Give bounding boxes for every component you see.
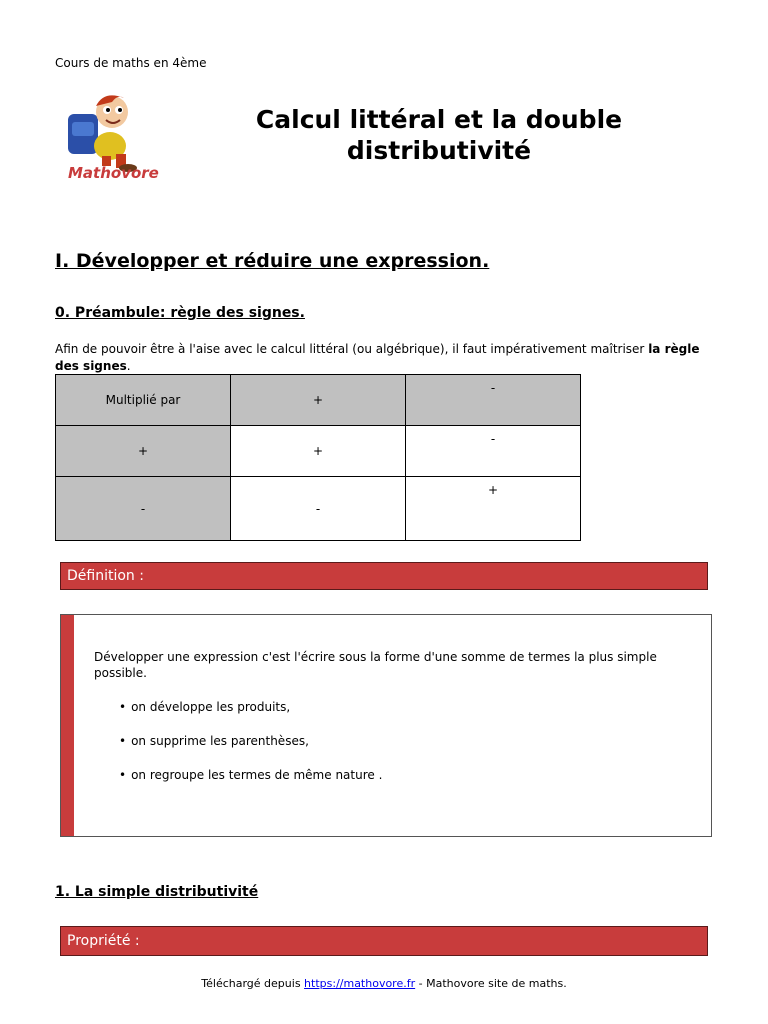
table-cell: + xyxy=(406,477,581,541)
definition-list xyxy=(119,699,382,801)
section-heading: I. Développer et réduire une expression. xyxy=(55,250,490,272)
definition-text: Développer une expression c'est l'écrire sous la forme d'une somme de termes la plus simple possible. xyxy=(94,650,657,680)
list-item: • on supprime les parenthèses, xyxy=(119,733,382,767)
page-title-line1: Calcul littéral et la double xyxy=(255,105,623,134)
course-label: Cours de maths en 4ème xyxy=(55,56,207,70)
table-row xyxy=(56,426,581,477)
table-cell: - xyxy=(56,477,231,541)
table-cell: - xyxy=(231,477,406,541)
intro-bold: la règle des signes xyxy=(55,342,700,373)
property-label-bar: Propriété : xyxy=(60,926,708,956)
subsection-heading-signs: 0. Préambule: règle des signes. xyxy=(55,305,305,321)
table-row xyxy=(56,375,581,426)
definition-box xyxy=(60,614,712,837)
list-item: • on regroupe les termes de même nature . xyxy=(119,767,382,801)
table-cell: - xyxy=(406,375,581,426)
intro-end: . xyxy=(126,359,131,373)
page-title-line2: distributivité xyxy=(346,136,532,165)
footer-prefix: Téléchargé depuis xyxy=(201,977,305,990)
table-cell: + xyxy=(231,375,406,426)
list-item: • on développe les produits, xyxy=(119,699,382,733)
definition-label-bar: Définition : xyxy=(60,562,708,590)
table-cell: Multiplié par xyxy=(56,375,231,426)
intro-paragraph xyxy=(55,341,725,375)
subsection-heading-simple: 1. La simple distributivité xyxy=(55,884,259,900)
definition-accent-stripe xyxy=(61,615,74,836)
logo-text: Mathovore xyxy=(68,164,159,182)
sign-rule-table xyxy=(55,374,581,541)
page-title xyxy=(224,104,654,166)
footer xyxy=(0,977,768,990)
footer-link[interactable]: https://mathovore.fr xyxy=(304,977,416,990)
intro-text: Afin de pouvoir être à l'aise avec le calcul littéral (ou algébrique), il faut impérativement maîtriser xyxy=(55,342,649,356)
table-cell: + xyxy=(231,426,406,477)
footer-suffix: - Mathovore site de maths. xyxy=(415,977,567,990)
table-cell: + xyxy=(56,426,231,477)
mathovore-logo xyxy=(62,88,162,184)
table-row xyxy=(56,477,581,541)
table-cell: - xyxy=(406,426,581,477)
